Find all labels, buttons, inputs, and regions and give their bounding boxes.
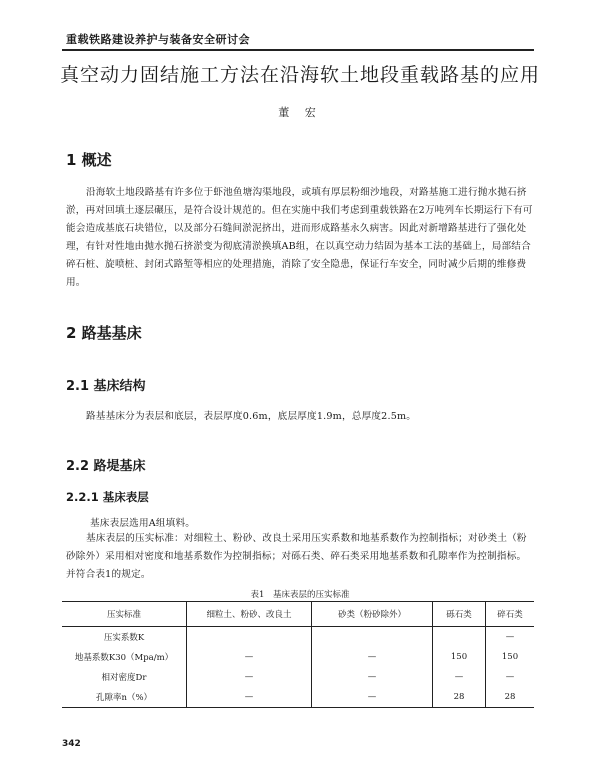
table-cell: — — [312, 667, 433, 687]
table-cell: 150 — [433, 647, 486, 667]
table-cell: 28 — [433, 687, 486, 708]
section-heading-2-1: 2.1 基床结构 — [66, 379, 146, 394]
table-cell: 28 — [486, 687, 535, 708]
table-row — [62, 687, 534, 708]
table-cell: — — [187, 647, 312, 667]
table-header-row — [62, 602, 534, 627]
page-number: 342 — [62, 739, 81, 749]
table-cell: — — [312, 687, 433, 708]
table-cell: — — [187, 687, 312, 708]
table-header-cell: 砾石类 — [433, 602, 486, 627]
table-header-cell: 细粒土、粉砂、改良土 — [187, 602, 312, 627]
table-cell: 150 — [501, 652, 519, 662]
section-heading-2: 2 路基基床 — [66, 324, 142, 342]
header-rule — [62, 49, 534, 51]
table-cell: 压实系数K — [62, 627, 187, 648]
compaction-table — [62, 601, 534, 708]
table-cell — [433, 627, 486, 648]
author: 董 宏 — [278, 106, 322, 119]
table-cell: — — [187, 667, 312, 687]
section-1-paragraph: 沿海软土地段路基有许多位于虾池鱼塘沟渠地段，或填有厚层粉细沙地段，对路基施工进行抛水抛石挤淤，再对回填土逐层碾压，是符合设计规范的。但在实施中我们考虑到重载铁路在2万吨列车长期运行下有可能会造成基底石块错位，以及部分石缝间淤泥挤出，进而形成路基永久病害。因此对新增路基进行了强化处理，有针对性地由抛水抛石挤淤变为彻底清淤换填AB组，在以真空动力结固为基本工法的基础上，局部结合碎石桩、旋喷桩、封闭式路堑等相应的处理措施，消除了安全隐患，保证行车安全，同时减少后期的维修费用。 — [66, 187, 533, 288]
table-cell — [187, 627, 312, 648]
table-cell: — — [505, 672, 515, 682]
table-header-cell: 砂类（粉砂除外） — [312, 602, 433, 627]
table-row — [62, 667, 534, 687]
section-2-1-paragraph: 路基基床分为表层和底层，表层厚度0.6m，底层厚度1.9m，总厚度2.5m。 — [86, 411, 417, 422]
section-2-2-1-paragraph-a: 基床表层选用A组填料。 — [90, 518, 196, 529]
table-cell: — — [505, 632, 515, 642]
table-cell: — — [312, 647, 433, 667]
table-header-cell: 压实标准 — [62, 602, 187, 627]
section-heading-2-2: 2.2 路堤基床 — [66, 459, 146, 474]
table-cell: 地基系数K30（Mpa/m） — [62, 647, 187, 667]
table-cell — [312, 627, 433, 648]
table-caption: 表1 基床表层的压实标准 — [250, 590, 350, 600]
table-cell: 相对密度Dr — [62, 667, 187, 687]
section-2-2-1-paragraph-b: 基床表层的压实标准：对细粒土、粉砂、改良土采用压实系数和地基系数作为控制指标；对砂类土（粉砂除外）采用相对密度和地基系数作为控制指标；对砾石类、碎石类采用地基系数和孔隙率作为控制指标。并符合表1的规定。 — [66, 533, 527, 580]
table-row — [62, 647, 534, 667]
running-header: 重载铁路建设养护与装备安全研讨会 — [66, 33, 250, 46]
table-cell: 孔隙率n（%） — [62, 687, 187, 708]
table-cell: — — [433, 667, 486, 687]
table-header-cell: 碎石类 — [486, 602, 535, 627]
section-heading-1: 1 概述 — [66, 151, 112, 169]
section-heading-2-2-1: 2.2.1 基床表层 — [66, 490, 149, 504]
paper-title: 真空动力固结施工方法在沿海软土地段重载路基的应用 — [59, 64, 540, 86]
table-row — [62, 627, 534, 648]
